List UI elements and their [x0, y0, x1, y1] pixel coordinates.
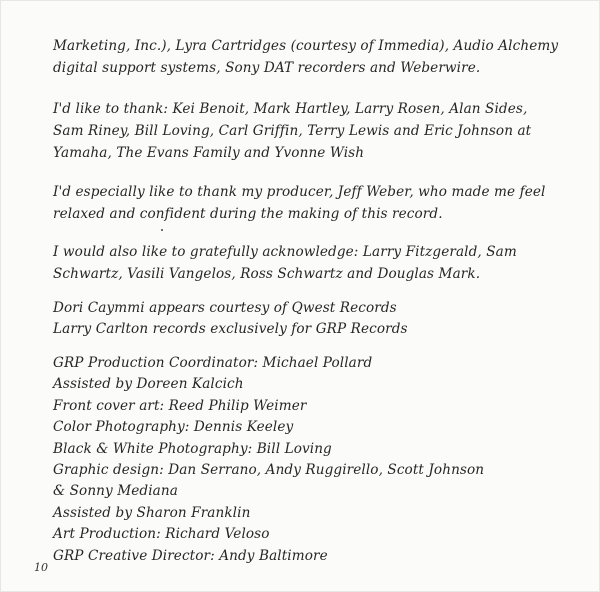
text-line: I'd like to thank: Kei Benoit, Mark Hartley, Larry Rosen, Alan Sides,	[53, 101, 528, 117]
text-line: Schwartz, Vasili Vangelos, Ross Schwartz and Douglas Mark.	[53, 266, 481, 282]
acknowledgements-paragraph-equipment	[53, 35, 588, 79]
print-speck	[161, 229, 163, 231]
credit-line: Graphic design: Dan Serrano, Andy Ruggirello, Scott Johnson	[53, 462, 485, 479]
text-line: digital support systems, Sony DAT recorders and Weberwire.	[53, 60, 481, 76]
thanks-paragraph	[53, 98, 588, 164]
text-line: Sam Riney, Bill Loving, Carl Griffin, Terry Lewis and Eric Johnson at	[53, 123, 532, 139]
credit-line: Art Production: Richard Veloso	[53, 526, 270, 543]
credit-line: GRP Production Coordinator: Michael Pollard	[53, 355, 373, 371]
text-line: Larry Carlton records exclusively for GRP Records	[53, 321, 408, 337]
text-line: I'd especially like to thank my producer, Jeff Weber, who made me feel	[53, 184, 546, 200]
credit-line: Front cover art: Reed Philip Weimer	[53, 397, 307, 414]
credits-list	[53, 353, 588, 567]
credit-line: Black & White Photography: Bill Loving	[53, 440, 332, 457]
producer-thanks-paragraph	[53, 181, 588, 225]
credit-line: Color Photography: Dennis Keeley	[53, 419, 294, 436]
text-line: Yamaha, The Evans Family and Yvonne Wish	[53, 145, 365, 161]
page-number: 10	[34, 561, 48, 574]
credit-line: Assisted by Sharon Franklin	[53, 504, 251, 521]
credit-line: Assisted by Doreen Kalcich	[53, 376, 244, 393]
text-line: relaxed and confident during the making of this record.	[53, 206, 443, 222]
credit-line: GRP Creative Director: Andy Baltimore	[53, 547, 328, 564]
text-line: Marketing, Inc.), Lyra Cartridges (courtesy of Immedia), Audio Alchemy	[53, 38, 559, 54]
text-line: I would also like to gratefully acknowledge: Larry Fitzgerald, Sam	[53, 244, 517, 260]
text-line: Dori Caymmi appears courtesy of Qwest Records	[53, 300, 397, 316]
label-courtesy-paragraph	[53, 298, 588, 340]
acknowledge-paragraph	[53, 241, 588, 285]
credit-line: & Sonny Mediana	[53, 483, 178, 500]
